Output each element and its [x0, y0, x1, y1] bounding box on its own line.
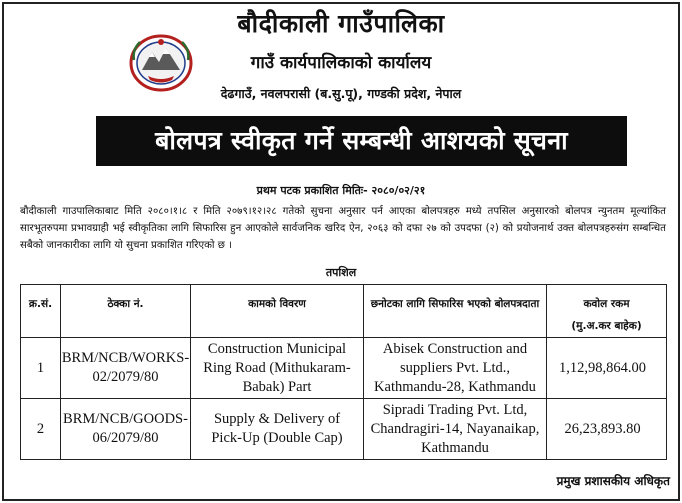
signatory-title: प्रमुख प्रशासकीय अधिकृत — [556, 474, 670, 488]
header-contract-no: ठेक्का नं. — [61, 285, 191, 338]
cell-description: Supply & Delivery of Pick-Up (Double Cap) — [191, 399, 364, 460]
table-header-row — [21, 285, 667, 338]
header-amount — [547, 285, 667, 338]
cell-amount: 26,23,893.80 — [547, 399, 667, 460]
header-amount-sub: (मु.अ.कर बाहेक) — [571, 320, 642, 332]
publish-date-line: प्रथम पटक प्रकाशित मितिः- २०८०/०२/२१ — [256, 184, 426, 197]
office-title: बौदीकाली गाउँपालिका — [237, 9, 445, 38]
table-row — [21, 338, 667, 399]
cell-bidder: Abisek Construction and suppliers Pvt. Ltd., Kathmandu-28, Kathmandu — [364, 338, 547, 399]
office-address: देढगाउँ, नवलपरासी (ब.सु.पू), गण्डकी प्रदेश, नेपाल — [220, 86, 462, 101]
cell-amount: 1,12,98,864.00 — [547, 338, 667, 399]
header-amount-title: कवोल रकम — [583, 298, 630, 310]
office-subtitle: गाउँ कार्यपालिकाको कार्यालय — [250, 53, 432, 73]
details-section-title: तपशिल — [325, 266, 357, 279]
cell-bidder: Sipradi Trading Pvt. Ltd, Chandragiri-14, Nayanaikap, Kathmandu — [364, 399, 547, 460]
header-bidder: छनोटका लागि सिफारिस भएको बोलपत्रदाता — [364, 285, 547, 338]
tender-table — [20, 284, 667, 460]
cell-contract-no: BRM/NCB/GOODS-06/2079/80 — [61, 399, 191, 460]
cell-sn: 1 — [21, 338, 61, 399]
cell-description: Construction Municipal Ring Road (Mithukaram-Babak) Part — [191, 338, 364, 399]
header-description: कामको विवरण — [191, 285, 364, 338]
notice-heading: बोलपत्र स्वीकृत गर्ने सम्बन्धी आशयको सूचना — [155, 126, 568, 155]
cell-contract-no: BRM/NCB/WORKS-02/2079/80 — [61, 338, 191, 399]
table-row — [21, 399, 667, 460]
notice-body: बौदीकाली गाउपालिकाबाट मिति २०८०।१।८ र मिति २०७९।१२।२८ गतेको सुचना अनुसार पर्न आएका बोलपत्रहरु मध्ये तपसिल अनुसारको बोलपत्र न्युनतम मूल्यांकित सारभूतरुपमा प्रभावग्राही भई स्वीकृतिका लागि सिफारिस हुन आएकोले सार्वजनिक खरिद ऐन, २०६३ को दफा २७ को उपदफा (२) को प्रयोजनार्थ उक्त बोलपत्रहरुसंग सम्बन्धित सबैको जानकारीका लागि यो सुचना प्रकाशित गरिएको छ । — [20, 206, 666, 251]
notice-heading-banner — [96, 116, 627, 166]
header-sn: क्र.सं. — [21, 285, 61, 338]
cell-sn: 2 — [21, 399, 61, 460]
